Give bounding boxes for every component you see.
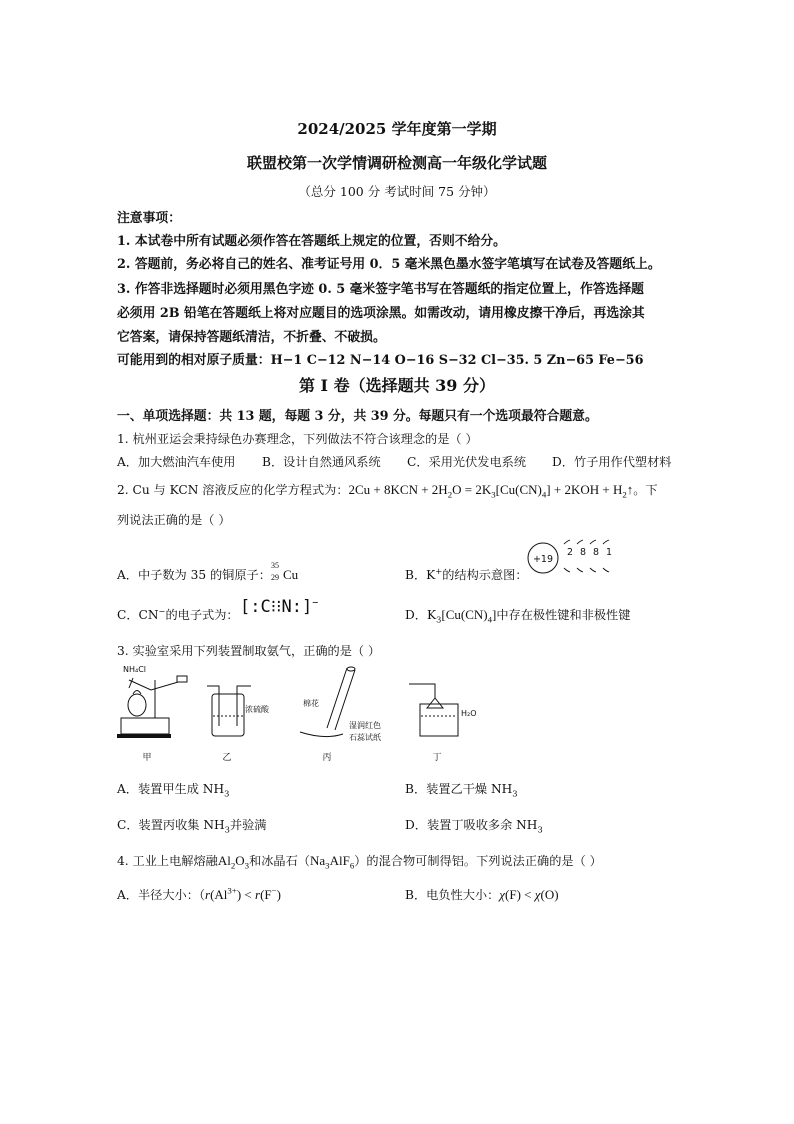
q4-stem: 4. 工业上电解熔融$Al_2O_3$和冰晶石$(Na_3AlF_6)$的混合物可制得铝。下列说法正确的是（ ） <box>117 853 602 871</box>
nucleus-label: +19 <box>532 554 554 565</box>
cotton-label: 棉花 <box>303 699 319 708</box>
apparatus-figure <box>115 660 495 770</box>
year-line: 2024/2025 学年度第一学期 <box>297 120 497 138</box>
q2-option-c-tail: 的电子式为： <box>165 608 239 622</box>
shell-4-count: 1 <box>605 547 613 558</box>
q4-option-a-text: A．半径大小：（ <box>117 888 206 902</box>
q3-option-a[interactable]: A．装置甲生成 $NH_3$ <box>117 782 230 799</box>
cn-electron-formula: [:C⁝⁝N:]− <box>240 597 319 617</box>
section-instruction: 一、单项选择题：共 13 题，每题 3 分，共 39 分。每题只有一个选项最符合题意。 <box>117 409 598 424</box>
q3-option-c-text: C．装置丙收集 NH <box>117 818 225 832</box>
q2-option-c-text: C．CN <box>117 608 159 622</box>
q3-option-d-text: D．装置丁吸收多余 NH <box>405 818 538 832</box>
q4-stem-prefix: 4. 工业上电解熔融 <box>117 854 218 868</box>
q2-stem-line2: 列说法正确的是（ ） <box>117 513 231 527</box>
shell-2-count: 8 <box>579 547 587 558</box>
q2-option-a-text: A．中子数为 35 的铜原子： <box>117 568 271 582</box>
q3-option-d[interactable]: D．装置丁吸收多余 $NH_3$ <box>405 818 543 835</box>
q2-option-d[interactable]: D．$K_3[Cu(CN)_4]$中存在极性键和非极性键 <box>405 607 631 625</box>
q4-option-a[interactable]: A．半径大小：（$r(Al^{3+}) < r(F^-)$ <box>117 885 281 902</box>
q3-option-a-text: A．装置甲生成 NH <box>117 782 225 796</box>
q2-option-d-tail: 中存在极性键和非极性键 <box>496 608 631 622</box>
page-title: 联盟校第一次学情调研检测高一年级化学试题 <box>246 154 547 172</box>
q4-stem-suffix: ）的混合物可制得铝。下列说法正确的是（ ） <box>354 854 602 868</box>
q1-option-b[interactable]: B．设计自然通风系统 <box>262 455 381 469</box>
fig-label-bing: 丙 <box>322 753 332 763</box>
q1-option-c[interactable]: C．采用光伏发电系统 <box>407 455 527 469</box>
q1-options <box>117 453 697 470</box>
acid-label: 浓硫酸 <box>245 705 269 714</box>
notice-item-3-cont: 必须用 2B 铅笔在答题纸上将对应题目的选项涂黑。如需改动，请用橡皮擦干净后，再选涂其 <box>117 306 645 321</box>
q2-stem-suffix: 。下 <box>633 483 658 497</box>
section-title: 第 I 卷（选择题共 39 分） <box>298 376 496 395</box>
q1-option-d[interactable]: D．竹子用作代塑材料 <box>552 455 672 469</box>
q2-option-c[interactable]: C．CN−的电子式为： <box>117 605 239 622</box>
q3-option-b-text: B．装置乙干燥 NH <box>405 782 513 796</box>
fig-label-yi: 乙 <box>222 753 232 763</box>
paper-label-2: 石蕊试纸 <box>349 733 381 742</box>
notice-item-2: 2. 答题前，务必将自己的姓名、准考证号用 0．5 毫米黑色墨水签字笔填写在试卷及答题纸上。 <box>117 257 661 272</box>
q1-option-a[interactable]: A．加大燃油汽车使用 <box>117 455 236 469</box>
q2-option-b[interactable]: B．K+的结构示意图： <box>405 565 528 582</box>
fig-label-jia: 甲 <box>142 753 152 763</box>
q2-option-b-tail: 的结构示意图： <box>442 568 528 582</box>
q2-option-a-nuclide: 35 29 Cu <box>270 561 299 582</box>
q2-equation: $2Cu + 8KCN + 2H_2O = 2K_3[Cu(CN)_4] + 2KOH$ + $H_2↑$ <box>348 482 634 500</box>
notice-item-3: 3. 作答非选择题时必须用黑色字迹 0. 5 毫米签字笔书写在答题纸的指定位置上，作答选择题 <box>117 282 644 297</box>
paper-label-1: 湿润红色 <box>349 721 381 730</box>
q2-stem-prefix: 2. Cu 与 KCN 溶液反应的化学方程式为： <box>117 483 349 497</box>
q3-option-c-tail: 并验满 <box>229 818 267 832</box>
atomic-masses: 可能用到的相对原子质量：H−1 C−12 N−14 O−16 S−32 Cl−35. 5 Zn−65 Fe−56 <box>117 353 644 368</box>
k-ion-structure-diagram <box>526 538 626 580</box>
exam-meta: （总分 100 分 考试时间 75 分钟） <box>298 184 496 199</box>
q3-option-b[interactable]: B．装置乙干燥 $NH_3$ <box>405 782 518 799</box>
notice-item-1: 1. 本试卷中所有试题必须作答在答题纸上规定的位置，否则不给分。 <box>117 234 506 249</box>
q2-option-a[interactable] <box>117 561 315 583</box>
shell-3-count: 8 <box>592 547 600 558</box>
water-label: H₂O <box>461 709 477 718</box>
notice-heading: 注意事项： <box>117 211 181 226</box>
shell-1-count: 2 <box>566 547 574 558</box>
q4-stem-mid: 和冰晶石（ <box>249 854 310 868</box>
q2-option-b-text: B．K <box>405 568 436 582</box>
q2-option-d-text: D．K <box>405 608 437 622</box>
q2-stem <box>117 481 658 498</box>
q3-stem: 3. 实验室采用下列装置制取氨气，正确的是（ ） <box>117 644 381 658</box>
q4-option-b-text: B．电负性大小： <box>405 888 500 902</box>
q1-stem: 1. 杭州亚运会秉持绿色办赛理念，下列做法不符合该理念的是（ ） <box>117 432 478 446</box>
q4-option-b[interactable]: B．电负性大小：χ(F) < χ(O) <box>405 887 559 902</box>
nh4cl-label: NH₄Cl <box>123 665 147 674</box>
notice-item-3-end: 它答案，请保持答题纸清洁，不折叠、不破损。 <box>117 330 386 345</box>
q3-option-c[interactable]: C．装置丙收集 $NH_3$并验满 <box>117 818 267 835</box>
fig-label-ding: 丁 <box>432 753 442 763</box>
